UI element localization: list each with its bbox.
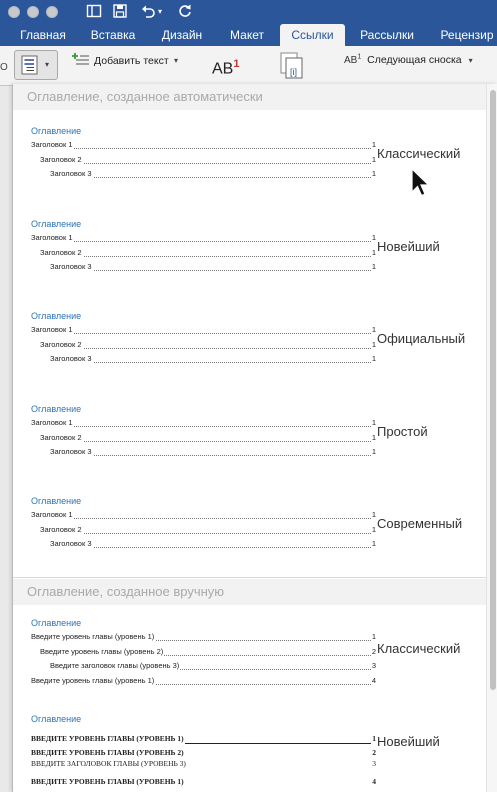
toc-line: Заголовок 2 1: [31, 246, 376, 261]
toc-title: Оглавление: [31, 219, 82, 229]
close-window-button[interactable]: [8, 6, 20, 18]
footnote-sup: 1: [233, 58, 240, 70]
tab-review[interactable]: Рецензир: [440, 28, 494, 42]
toc-line: Заголовок 3 1: [31, 167, 376, 182]
add-text-chevron-icon: ▾: [174, 56, 179, 65]
toc-line: Заголовок 2 1: [31, 338, 376, 353]
style-name-manual-newest[interactable]: Новейший: [377, 734, 440, 749]
save-icon[interactable]: [112, 3, 128, 21]
next-footnote-chevron-icon: ▾: [468, 56, 473, 66]
style-name-simple[interactable]: Простой: [377, 424, 428, 439]
toc-line: ВВЕДИТЕ УРОВЕНЬ ГЛАВЫ (УРОВЕНЬ 1) 1: [31, 732, 376, 747]
toc-line: Заголовок 2 1: [31, 523, 376, 538]
toc-thumbnail-modern[interactable]: [31, 494, 376, 552]
toc-line: Введите уровень главы (уровень 1) 1: [31, 630, 376, 645]
toc-chevron-icon: ▾: [45, 60, 50, 69]
next-footnote-icon: $AB^1$: [344, 54, 362, 67]
tab-design[interactable]: Дизайн: [161, 28, 203, 42]
title-bar: [0, 0, 497, 24]
sidebar-icon[interactable]: [86, 3, 102, 21]
toc-thumbnail-simple[interactable]: [31, 402, 376, 460]
ribbon-tabs: [0, 24, 497, 46]
toc-title: Оглавление: [31, 311, 82, 321]
toc-line: ВВЕДИТЕ ЗАГОЛОВОК ГЛАВЫ (УРОВЕНЬ 3) 3: [31, 758, 376, 768]
toc-title: Оглавление: [31, 618, 82, 628]
toc-line: Введите заголовок главы (уровень 3) 3: [31, 659, 376, 674]
insert-footnote-button[interactable]: [212, 58, 239, 78]
toc-title: Оглавление: [31, 404, 82, 414]
mouse-cursor-icon: [410, 168, 430, 198]
redo-icon[interactable]: [177, 3, 193, 21]
manual-toc-thumbnail-newest[interactable]: [31, 712, 376, 789]
toc-line: Заголовок 3 1: [31, 445, 376, 460]
endnote-icon: [280, 52, 308, 80]
toc-title: Оглавление: [31, 496, 82, 506]
manual-toc-thumbnail-classic[interactable]: [31, 616, 376, 688]
svg-text:[i]: [i]: [290, 67, 298, 77]
zoom-window-button[interactable]: [46, 6, 58, 18]
toc-line: ВВЕДИТЕ УРОВЕНЬ ГЛАВЫ (УРОВЕНЬ 1) 4: [31, 775, 376, 790]
toc-thumbnail-official[interactable]: [31, 309, 376, 367]
undo-icon[interactable]: [140, 3, 156, 21]
add-text-icon: [72, 52, 90, 68]
toc-title: Оглавление: [31, 126, 82, 136]
next-footnote-label: Следующая сноска: [367, 54, 462, 67]
toc-line: Заголовок 1 1: [31, 416, 376, 431]
toc-thumbnail-classic[interactable]: [31, 124, 376, 182]
add-text-label: Добавить текст: [94, 55, 169, 67]
toc-line: Заголовок 3 1: [31, 537, 376, 552]
toc-line: Заголовок 2 1: [31, 153, 376, 168]
section-header-auto: Оглавление, созданное автоматически: [13, 84, 486, 110]
tab-insert[interactable]: Вставка: [90, 28, 136, 42]
toc-line: Заголовок 2 1: [31, 431, 376, 446]
toc-thumbnail-newest[interactable]: [31, 217, 376, 275]
minimize-window-button[interactable]: [27, 6, 39, 18]
toc-line: Заголовок 1 1: [31, 138, 376, 153]
toc-line: Введите уровень главы (уровень 1) 4: [31, 674, 376, 689]
next-footnote-button[interactable]: [344, 54, 473, 66]
undo-chevron-icon[interactable]: ▾: [158, 7, 163, 16]
tab-references[interactable]: Ссылки: [280, 24, 345, 46]
style-name-newest[interactable]: Новейший: [377, 239, 440, 254]
toc-line: ВВЕДИТЕ УРОВЕНЬ ГЛАВЫ (УРОВЕНЬ 2) 2: [31, 747, 376, 757]
toc-line: Заголовок 1 1: [31, 508, 376, 523]
toc-button[interactable]: [14, 50, 58, 80]
tab-mailings[interactable]: Рассылки: [360, 28, 414, 42]
toc-line: Введите уровень главы (уровень 2) 2: [31, 645, 376, 660]
ribbon-toolbar: [0, 46, 497, 86]
section-header-manual: Оглавление, созданное вручную: [13, 579, 486, 605]
tab-layout[interactable]: Макет: [230, 28, 264, 42]
left-cut-label: O: [0, 62, 8, 73]
scrollbar-thumb[interactable]: [490, 90, 496, 690]
style-name-modern[interactable]: Современный: [377, 516, 463, 531]
section-divider: [13, 577, 486, 578]
toc-line: Заголовок 3 1: [31, 352, 376, 367]
document-edge: [0, 86, 12, 792]
style-name-manual-classic[interactable]: Классический: [377, 641, 461, 656]
toc-line: Заголовок 1 1: [31, 231, 376, 246]
insert-endnote-button[interactable]: [280, 52, 308, 83]
toc-line: Заголовок 1 1: [31, 323, 376, 338]
toc-title: Оглавление: [31, 714, 82, 724]
tab-home[interactable]: Главная: [20, 28, 66, 42]
style-name-classic[interactable]: Классический: [377, 146, 461, 161]
footnote-icon: AB: [212, 60, 234, 78]
gallery-scrollbar[interactable]: [486, 84, 497, 792]
toc-icon: [21, 55, 39, 75]
style-name-official[interactable]: Официальный: [377, 331, 466, 346]
toc-line: Заголовок 3 1: [31, 260, 376, 275]
